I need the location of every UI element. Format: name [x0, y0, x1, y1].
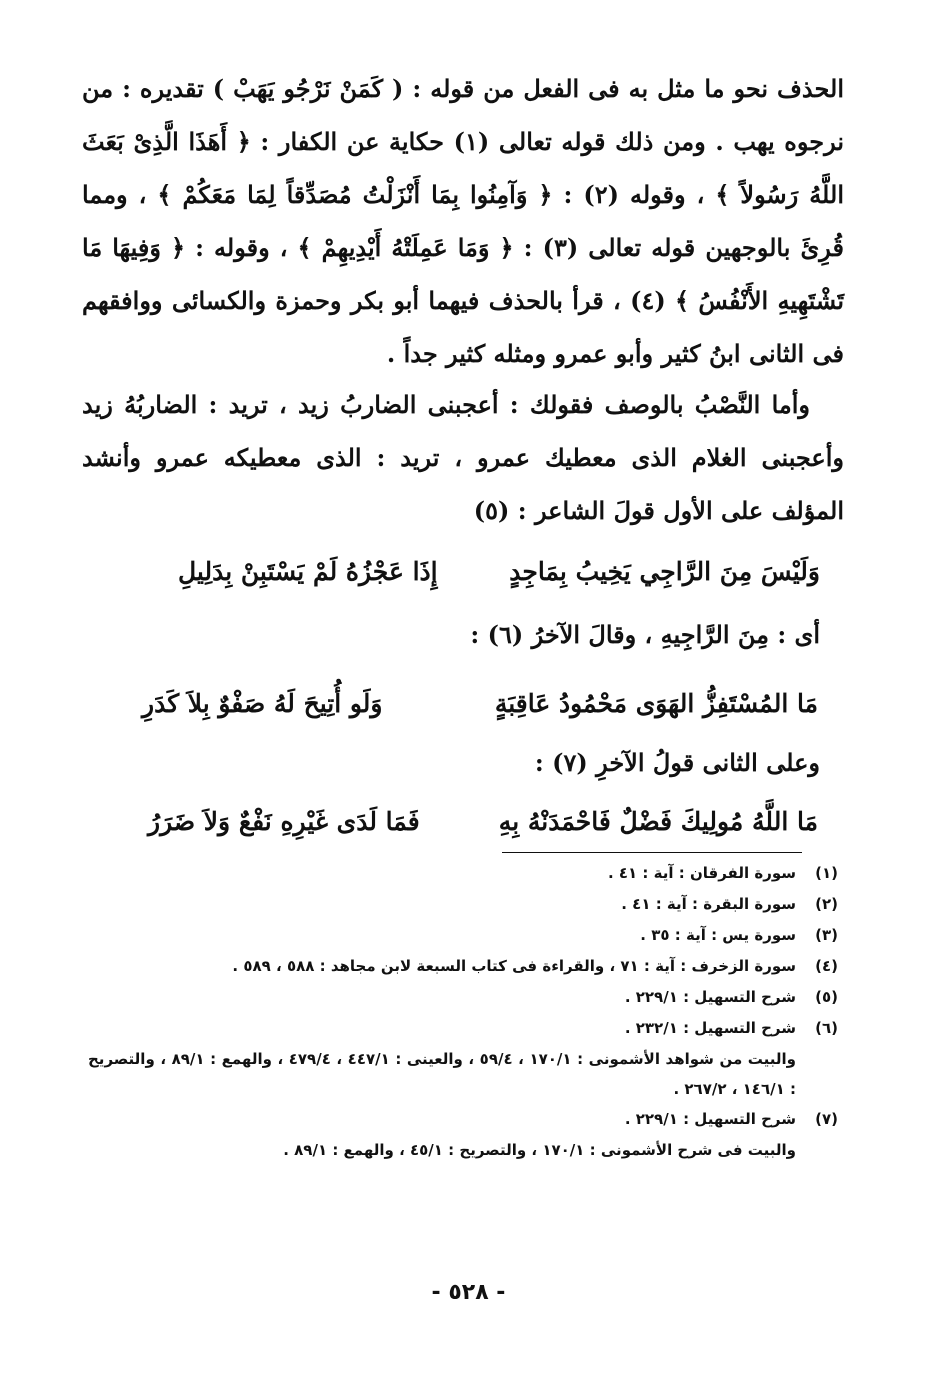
verse-3-second-hemistich: فَمَا لَدَى غَيْرِهِ نَفْعٌ وَلاَ ضَرَرُ — [148, 807, 420, 836]
footnote-text: سورة الفرقان : آية : ٤١ . — [607, 864, 796, 882]
footnote-text: شرح التسهيل : ٢٢٩/١ . — [624, 1110, 796, 1128]
footnote-number: (٥) — [815, 988, 838, 1006]
footnote-6 — [88, 1013, 838, 1044]
verse-3 — [148, 796, 818, 848]
footnote-1 — [88, 858, 838, 889]
footnote-4 — [88, 951, 838, 982]
footnote-number: (٣) — [815, 926, 838, 944]
footnote-separator — [502, 852, 802, 853]
footnote-number: (٧) — [815, 1110, 838, 1128]
footnote-2 — [88, 889, 838, 920]
footnote-number: (٤) — [815, 957, 838, 975]
footnote-number: (٢) — [815, 895, 838, 913]
footnote-6-continuation: والبيت من شواهد الأشمونى : ١٧٠/١ ، ٥٩/٤ ، والعينى : ٤٤٧/١ ، ٤٧٩/٤ ، والهمع : ٨٩/١ ، والتصريح : ١٤٦/١ ، ٢٦٧/٢ . — [88, 1050, 797, 1098]
footnote-7-continuation: والبيت فى شرح الأشمونى : ١٧٠/١ ، والتصريح : ٤٥/١ ، والهمع : ٨٩/١ . — [283, 1141, 796, 1159]
footnote-3 — [88, 920, 838, 951]
footnote-5 — [88, 982, 838, 1013]
paragraph-accusative: وأما النَّصْبُ بالوصف فقولك : أعجبنى الضاربُ زيد ، تريد : الضاربُهُ زيد وأعجبنى الغلام الذى معطيك عمرو ، تريد : الذى معطيكه عمرو وأنشد المؤلف على الأول قولَ الشاعر : (٥) — [82, 390, 844, 525]
footnote-text: سورة البقرة : آية : ٤١ . — [621, 895, 796, 913]
footnote-number: (١) — [815, 864, 838, 882]
explanation-line-1: أى : مِنَ الرَّاجِيهِ ، وقالَ الآخرُ (٦) : — [470, 620, 820, 649]
verse-1-second-hemistich: إِذَا عَجْزُهُ لَمْ يَسْتَبِنْ بِدَلِيلِ — [178, 557, 438, 586]
footnote-text: شرح التسهيل : ٢٣٢/١ . — [624, 1019, 796, 1037]
verse-2 — [142, 678, 818, 730]
verse-3-first-hemistich: مَا اللَّهُ مُولِيكَ فَضْلٌ فَاحْمَدَنْهُ بِهِ — [498, 807, 818, 836]
footnote-text: سورة الزخرف : آية : ٧١ ، والقراءة فى كتاب السبعة لابن مجاهد : ٥٨٨ ، ٥٨٩ . — [232, 957, 796, 975]
verse-1 — [178, 546, 820, 598]
page-number: - ٥٢٨ - — [431, 1280, 506, 1305]
explanation-line-2: وعلى الثانى قولُ الآخرِ (٧) : — [534, 748, 820, 777]
footnotes — [88, 858, 838, 1165]
footnote-text: شرح التسهيل : ٢٢٩/١ . — [624, 988, 796, 1006]
verse-1-first-hemistich: وَلَيْسَ مِنَ الرَّاجِي يَخِيبُ بِمَاجِدٍ — [509, 557, 820, 586]
footnote-7 — [88, 1104, 838, 1135]
paragraph-deletion: الحذف نحو ما مثل به فى الفعل من قوله : ( كَمَنْ نَرْجُو يَهَبْ ) تقديره : من نرجوه يهب . ومن ذلك قوله تعالى (١) حكاية عن الكفار : ﴿ أَهَذَا الَّذِىْ بَعَثَ اللَّهُ رَسُولاً ﴾ ، وقوله (٢) : ﴿ وَآمِنُوا بِمَا أَنْزَلْتُ مُصَدِّقاً لِمَا مَعَكُمْ ﴾ ، ومما قُرِئَ بالوجهين قوله تعالى (٣) : ﴿ وَمَا عَمِلَتْهُ أَيْدِيهِمْ ﴾ ، وقوله : ﴿ وَفِيهَا مَا تَشْتَهِيهِ الأَنْفُسُ ﴾ (٤) ، قرأ بالحذف فيهما أبو بكر وحمزة والكسائى ووافقهم فى الثانى ابنُ كثير وأبو عمرو ومثله كثير جداً . — [82, 74, 845, 368]
footnote-text: سورة يس : آية : ٣٥ . — [640, 926, 796, 944]
footnote-number: (٦) — [815, 1019, 838, 1037]
verse-2-second-hemistich: وَلَو أُتِيحَ لَهُ صَفْوٌ بِلاَ كَدَرِ — [142, 689, 383, 718]
verse-2-first-hemistich: مَا المُسْتَفِزُّ الهَوَى مَحْمُودُ عَاقِبَةٍ — [494, 689, 818, 718]
